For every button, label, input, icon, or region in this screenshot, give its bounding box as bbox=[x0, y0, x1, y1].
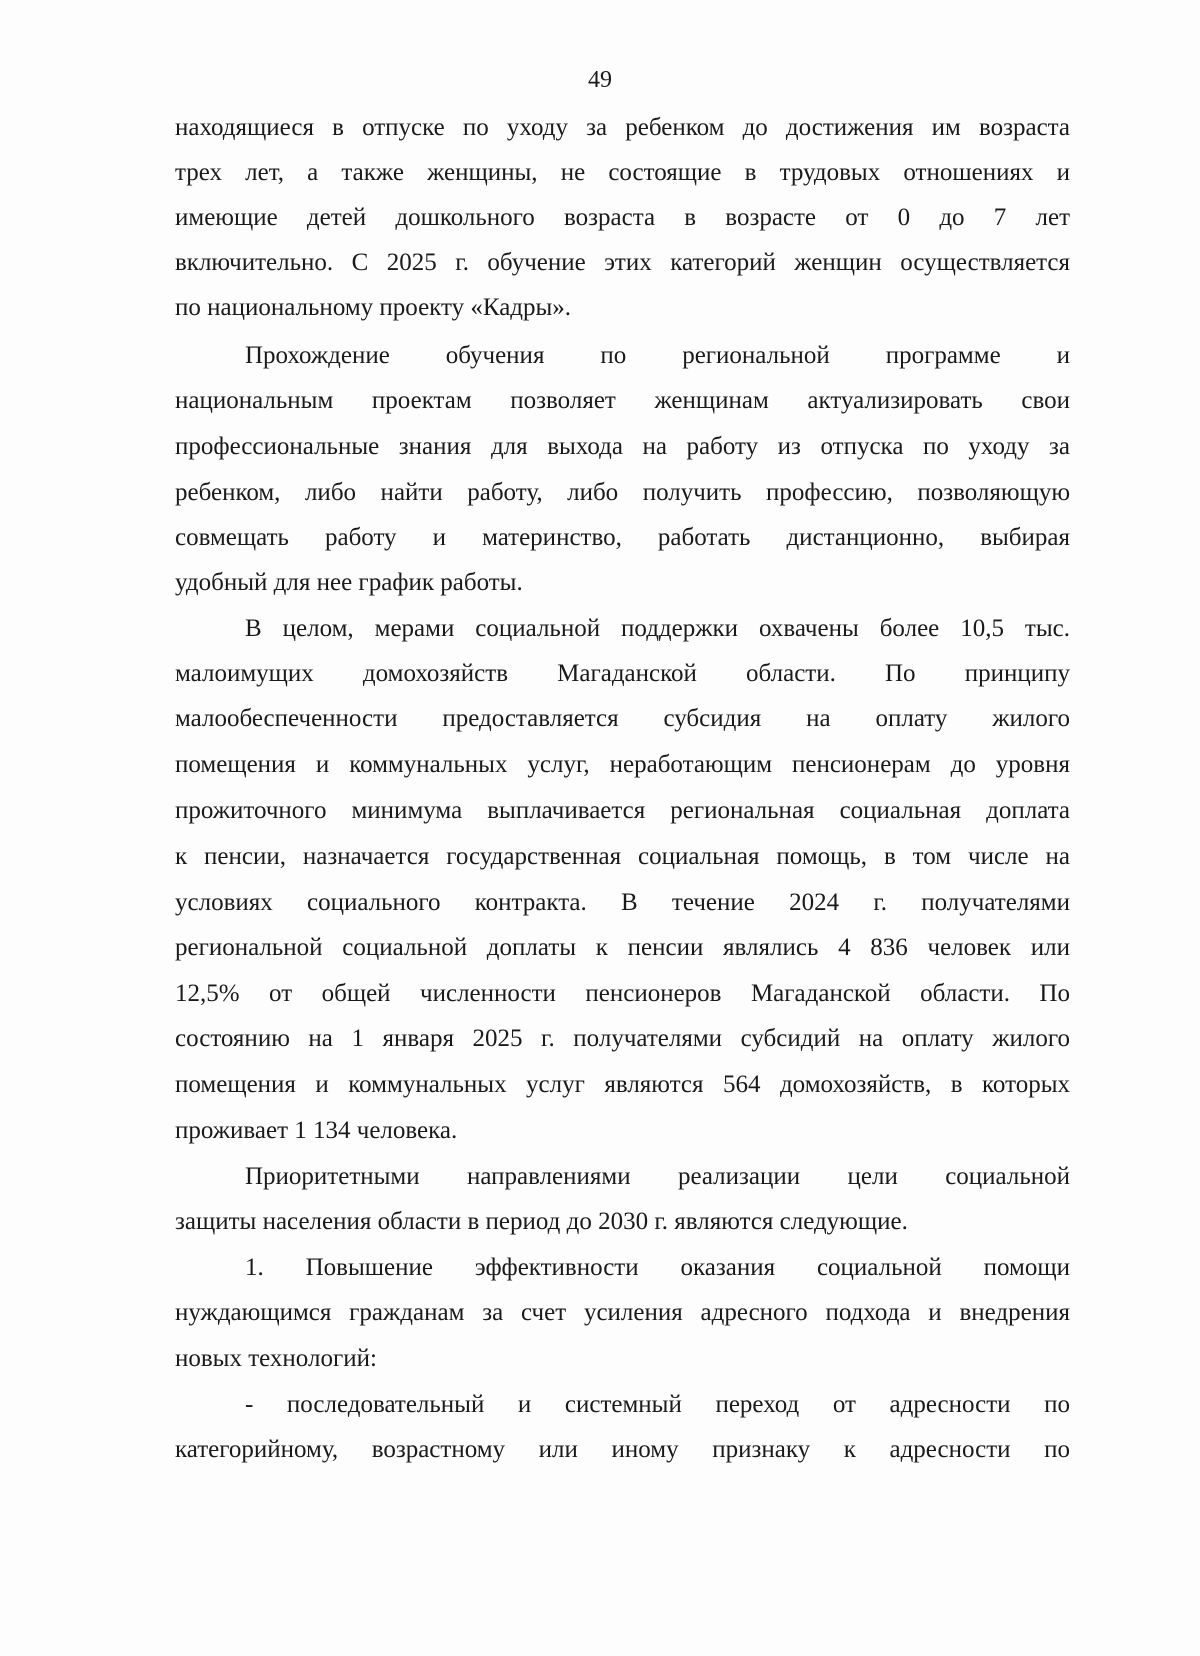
paragraph-2-line-2: национальным проектам позволяет женщинам актуализировать свои bbox=[175, 387, 1070, 414]
paragraph-5-line-3: новых технологий: bbox=[175, 1345, 377, 1372]
paragraph-3-line-12: проживает 1 134 человека. bbox=[175, 1117, 458, 1144]
paragraph-3-line-8: региональной социальной доплаты к пенсии являлись 4 836 человек или bbox=[175, 934, 1070, 961]
paragraph-3-line-10: состоянию на 1 января 2025 г. получателями субсидий на оплату жилого bbox=[175, 1025, 1070, 1052]
page-number: 49 bbox=[588, 67, 612, 93]
paragraph-1-line-3: имеющие детей дошкольного возраста в возрасте от 0 до 7 лет bbox=[175, 204, 1070, 231]
paragraph-2-line-6: удобный для нее график работы. bbox=[175, 569, 523, 596]
paragraph-5-line-2: нуждающимся гражданам за счет усиления адресного подхода и внедрения bbox=[175, 1299, 1070, 1326]
paragraph-1-line-5: по национальному проекту «Кадры». bbox=[175, 294, 572, 321]
bullet-item-line-1: - последовательный и системный переход от адресности по bbox=[245, 1391, 1070, 1418]
paragraph-2-line-4: ребенком, либо найти работу, либо получить профессию, позволяющую bbox=[175, 479, 1070, 506]
paragraph-3-line-9: 12,5% от общей численности пенсионеров Магаданской области. По bbox=[175, 980, 1070, 1007]
bullet-item-line-2: категорийному, возрастному или иному признаку к адресности по bbox=[175, 1436, 1070, 1463]
paragraph-1-line-1: находящиеся в отпуске по уходу за ребенком до достижения им возраста bbox=[175, 114, 1070, 141]
paragraph-3-line-1: В целом, мерами социальной поддержки охвачены более 10,5 тыс. bbox=[245, 615, 1070, 642]
paragraph-3-line-7: условиях социального контракта. В течение 2024 г. получателями bbox=[175, 889, 1070, 916]
paragraph-2-line-1: Прохождение обучения по региональной программе и bbox=[245, 342, 1070, 369]
paragraph-3-line-4: помещения и коммунальных услуг, неработающим пенсионерам до уровня bbox=[175, 751, 1070, 778]
paragraph-1-line-4: включительно. С 2025 г. обучение этих категорий женщин осуществляется bbox=[175, 249, 1070, 276]
paragraph-3-line-5: прожиточного минимума выплачивается региональная социальная доплата bbox=[175, 797, 1070, 824]
paragraph-3-line-3: малообеспеченности предоставляется субсидия на оплату жилого bbox=[175, 705, 1070, 732]
paragraph-3-line-6: к пенсии, назначается государственная социальная помощь, в том числе на bbox=[175, 843, 1070, 870]
paragraph-3-line-2: малоимущих домохозяйств Магаданской области. По принципу bbox=[175, 660, 1070, 687]
paragraph-1-line-2: трех лет, а также женщины, не состоящие в трудовых отношениях и bbox=[175, 159, 1070, 186]
paragraph-3-line-11: помещения и коммунальных услуг являются 564 домохозяйств, в которых bbox=[175, 1071, 1070, 1098]
paragraph-5-line-1: 1. Повышение эффективности оказания социальной помощи bbox=[245, 1254, 1070, 1281]
paragraph-2-line-3: профессиональные знания для выхода на работу из отпуска по уходу за bbox=[175, 433, 1070, 460]
paragraph-2-line-5: совмещать работу и материнство, работать дистанционно, выбирая bbox=[175, 524, 1070, 551]
paragraph-4-line-2: защиты населения области в период до 2030 г. являются следующие. bbox=[175, 1208, 908, 1235]
paragraph-4-line-1: Приоритетными направлениями реализации цели социальной bbox=[245, 1163, 1070, 1190]
